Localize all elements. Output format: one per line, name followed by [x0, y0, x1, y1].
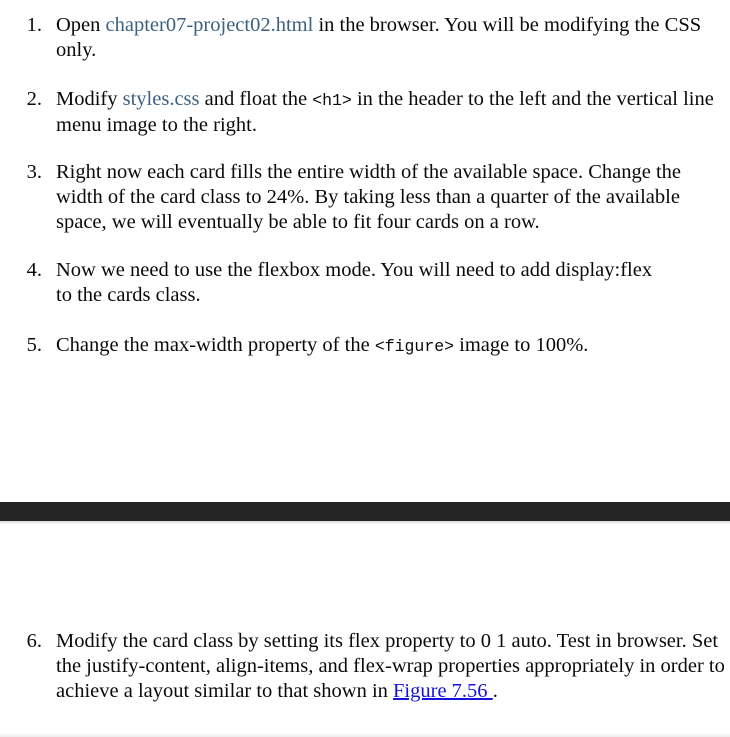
step-5-segment-text: Change the max-width property of the [56, 334, 375, 356]
list-marker-4: 4. [26, 259, 42, 281]
page-bottom-edge [0, 733, 730, 737]
step-1-text [56, 13, 730, 63]
step-3-text: Right now each card fills the entire width of the available space. Change the width of the card class to 24%. By taking less than a quarter of the available space, we will eventually be able to fit four cards on a row. [56, 161, 682, 233]
page-break-divider [0, 502, 730, 521]
step-6-segment-text: Modify the card class by setting its flex property to 0 1 auto. Test in browser. Set the justify-content, align-items, and flex-wrap properties appropriately in order to achieve a layout similar to that shown in [56, 630, 725, 702]
list-marker-1: 1. [26, 14, 42, 36]
step-6-text [56, 629, 730, 704]
step-2-segment-text-3: in the header to the left and the vertical line menu image to the right. [56, 88, 714, 136]
list-item-step-4 [0, 258, 656, 308]
step-2-text [56, 87, 730, 138]
step-2-segment-text-2: and float the [199, 88, 313, 110]
code-tag-figure: <figure> [374, 337, 455, 356]
page-break-shadow [0, 521, 730, 524]
step-4-text: Now we need to use the flexbox mode. You will need to add display:flex to the cards class. [56, 259, 653, 306]
list-marker-5: 5. [26, 334, 42, 356]
figure-7-56-link[interactable]: Figure 7.56 [393, 680, 493, 702]
step-6-segment-text-2: . [492, 680, 498, 702]
file-reference-styles-css[interactable]: styles.css [122, 88, 200, 110]
step-5-text [56, 333, 730, 359]
step-1-segment-text: Open [56, 14, 106, 36]
list-item-step-6 [0, 629, 730, 704]
list-marker-2: 2. [26, 88, 42, 110]
step-5-segment-text-2: image to 100%. [454, 334, 589, 356]
list-item-step-2 [0, 87, 730, 138]
code-tag-h1: <h1> [312, 91, 352, 110]
list-item-step-1 [0, 13, 730, 63]
list-marker-6: 6. [26, 630, 42, 652]
list-marker-3: 3. [26, 161, 42, 183]
list-item-step-5 [0, 333, 730, 359]
step-2-segment-text: Modify [56, 88, 123, 110]
step-1-segment-text-2: in the browser. You will be modifying the CSS only. [56, 14, 702, 61]
file-reference-chapter07-project02[interactable]: chapter07-project02.html [105, 14, 314, 36]
list-item-step-3 [0, 160, 730, 235]
